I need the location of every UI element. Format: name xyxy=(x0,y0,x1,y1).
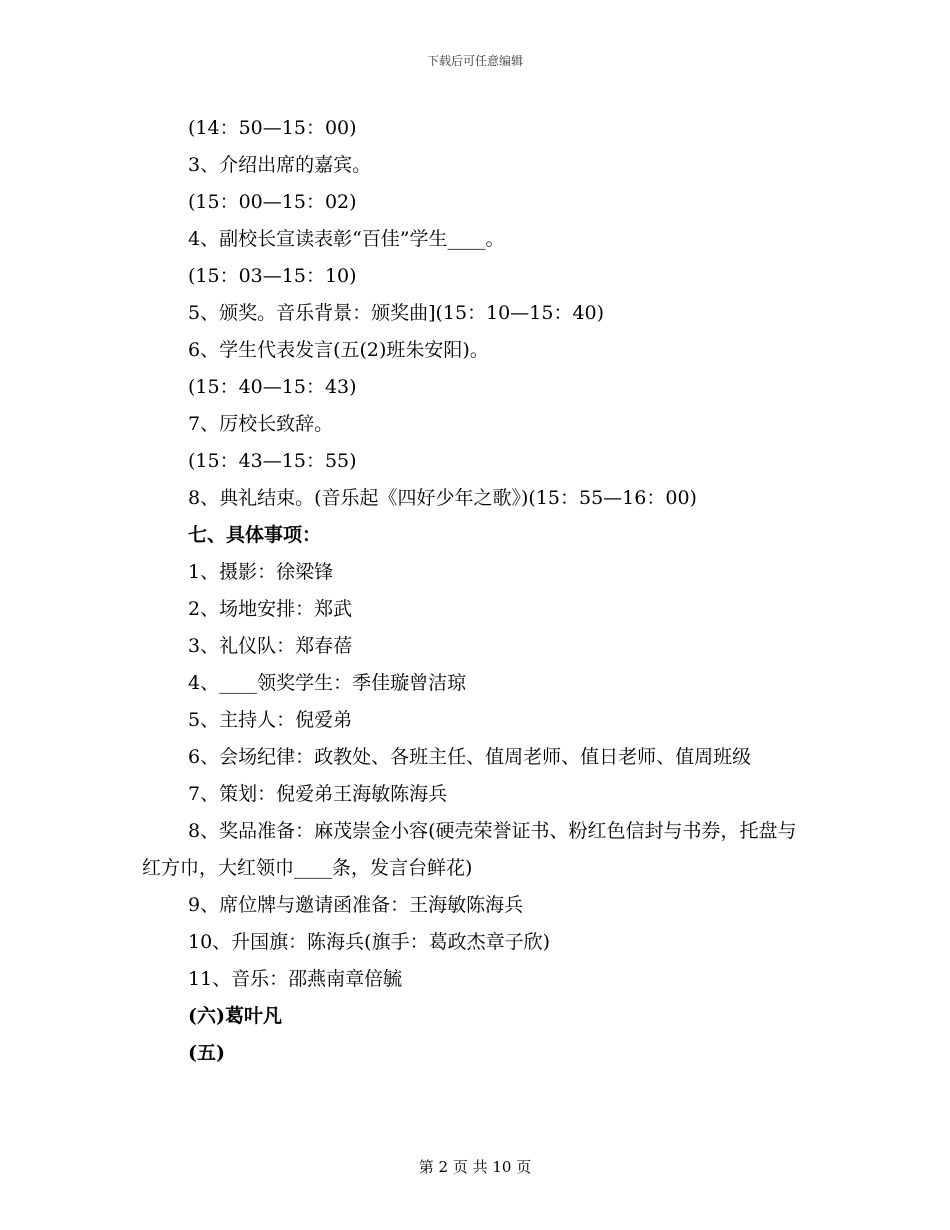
section-heading: 七、具体事项： xyxy=(188,524,322,546)
text-line: 2、场地安排：郑武 xyxy=(188,598,353,620)
text-line: (15：03—15：10) xyxy=(188,265,357,287)
text-line: 9、席位牌与邀请函准备：王海敏陈海兵 xyxy=(188,894,524,916)
text-line: (15：43—15：55) xyxy=(188,450,357,472)
text-line: 4、____领奖学生：季佳璇曾洁琼 xyxy=(188,672,467,694)
text-line: (14：50—15：00) xyxy=(188,117,357,139)
text-line: 5、主持人：倪爱弟 xyxy=(188,709,353,731)
text-line: (五) xyxy=(188,1042,225,1064)
page-header: 下载后可任意编辑 xyxy=(426,54,523,68)
text-line: 6、会场纪律：政教处、各班主任、值周老师、值日老师、值周班级 xyxy=(188,746,752,768)
text-line: 7、厉校长致辞。 xyxy=(188,413,334,435)
text-line: 3、礼仪队：郑春蓓 xyxy=(188,635,353,657)
page-number-footer: 第 2 页 共 10 页 xyxy=(418,1158,532,1176)
text-line: 8、典礼结束。(音乐起《四好少年之歌》)(15：55—16：00) xyxy=(188,487,697,509)
text-line: 1、摄影：徐梁锋 xyxy=(188,561,334,583)
text-line: 10、升国旗：陈海兵(旗手：葛政杰章子欣) xyxy=(188,931,551,953)
text-line: 11、音乐：邵燕南章倍毓 xyxy=(188,968,403,990)
text-line: 3、介绍出席的嘉宾。 xyxy=(188,154,372,176)
text-line: (六)葛叶凡 xyxy=(188,1005,282,1027)
text-line: 6、学生代表发言(五(2)班朱安阳)。 xyxy=(188,339,489,361)
text-line: 8、奖品准备：麻茂崇金小容(硬壳荣誉证书、粉红色信封与书券，托盘与红方巾，大红领巾____条，发言台鲜花) xyxy=(142,820,797,879)
text-line: (15：00—15：02) xyxy=(188,191,357,213)
document-body xyxy=(142,110,810,1072)
text-line: 5、颁奖。音乐背景：颁奖曲](15：10—15：40) xyxy=(188,302,605,324)
text-line: 4、副校长宣读表彰“百佳”学生____。 xyxy=(188,228,505,250)
text-line: 7、策划：倪爱弟王海敏陈海兵 xyxy=(188,783,448,805)
text-line: (15：40—15：43) xyxy=(188,376,357,398)
